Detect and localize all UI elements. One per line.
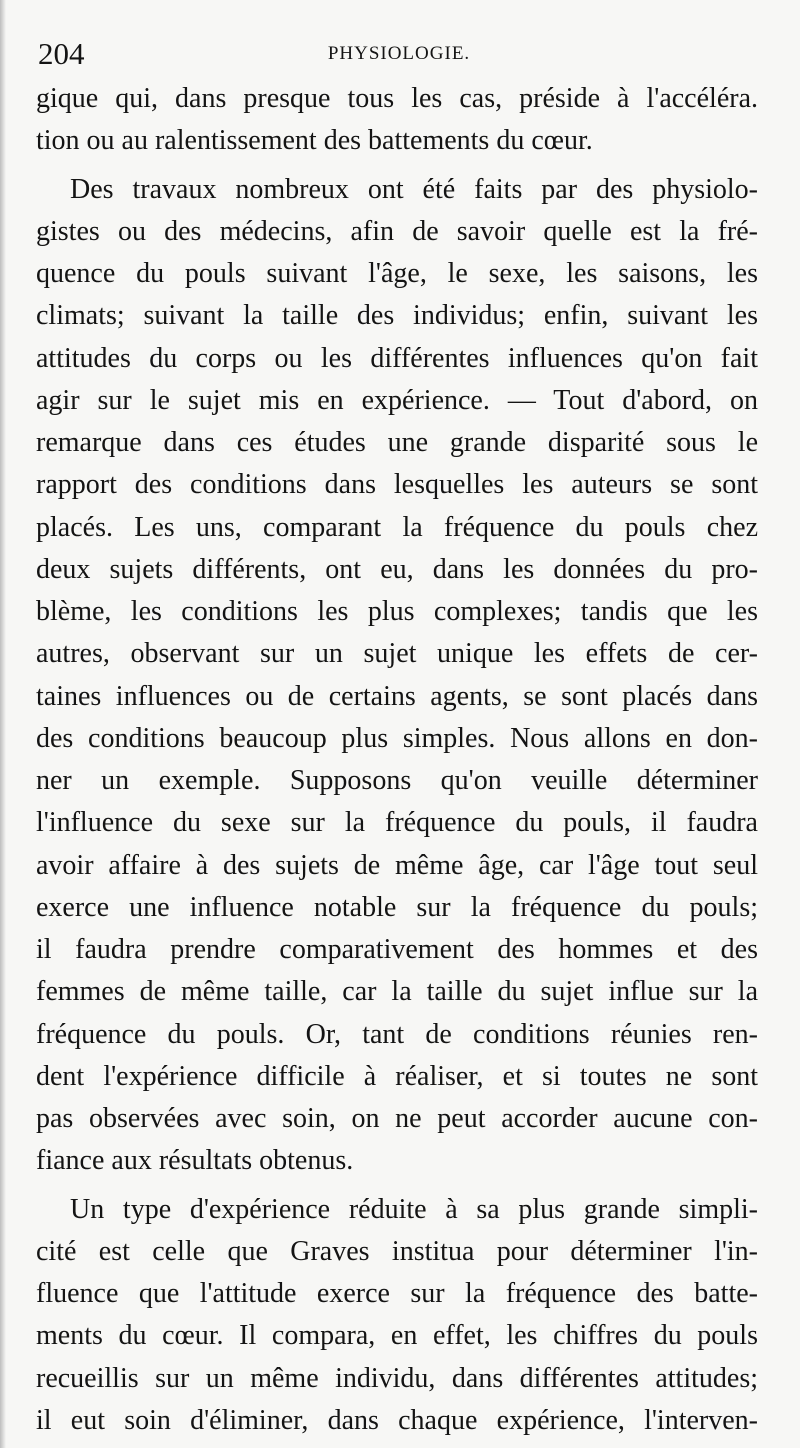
text-line: ments du cœur. Il compara, en effet, les chiffres du pouls [36,1320,758,1352]
text-line: agir sur le sujet mis en expérience. — Tout d'abord, on [36,384,758,416]
page-gutter-shadow [0,0,6,1448]
running-head: PHYSIOLOGIE. [327,43,471,64]
text-line: remarque dans ces études une grande disparité sous le [36,427,758,458]
text-line: Des travaux nombreux ont été faits par des physiolo- [70,173,758,205]
text-line: des conditions beaucoup plus simples. Nous allons en don- [36,722,758,754]
text-line: rapport des conditions dans lesquelles les auteurs se sont [36,469,758,501]
text-line: fiance aux résultats obtenus. [36,1145,354,1177]
text-line: blème, les conditions les plus complexes; tandis que les [36,596,758,627]
text-line: ner un exemple. Supposons qu'on veuille déterminer [36,765,758,796]
paragraph [36,169,758,1183]
text-line: placés. Les uns, comparant la fréquence du pouls chez [36,511,758,543]
page-number: 204 [38,36,85,71]
text-line: fluence que l'attitude exerce sur la fréquence des batte- [36,1278,758,1309]
text-line: il faudra prendre comparativement des hommes et des [36,934,758,965]
text-line: dent l'expérience difficile à réaliser, et si toutes ne sont [36,1060,758,1092]
text-line: autres, observant sur un sujet unique les effets de cer- [36,638,758,670]
paragraph [36,1189,758,1443]
text-line: gique qui, dans presque tous les cas, préside à l'accéléra. [36,83,758,114]
text-line: avoir affaire à des sujets de même âge, car l'âge tout seul [36,849,758,881]
body-text [36,78,758,1442]
text-line: Un type d'expérience réduite à sa plus grande simpli- [70,1193,758,1225]
text-line: deux sujets différents, ont eu, dans les données du pro- [36,553,758,585]
text-line: attitudes du corps ou les différentes influences qu'on fait [36,342,758,374]
text-line: pas observées avec soin, on ne peut accorder aucune con- [36,1103,758,1134]
text-line: cité est celle que Graves institua pour déterminer l'in- [36,1235,758,1267]
text-line: taines influences ou de certains agents, se sont placés dans [36,680,758,712]
text-line: climats; suivant la taille des individus; enfin, suivant les [36,300,758,332]
text-line: il eut soin d'éliminer, dans chaque expérience, l'interven- [36,1404,758,1436]
text-line: exerce une influence notable sur la fréquence du pouls; [36,891,758,923]
text-line: quence du pouls suivant l'âge, le sexe, les saisons, les [36,258,758,289]
text-line: recueillis sur un même individu, dans différentes attitudes; [36,1362,758,1394]
text-line: gistes ou des médecins, afin de savoir quelle est la fré- [36,215,758,247]
text-line: fréquence du pouls. Or, tant de conditions réunies ren- [36,1018,758,1050]
paragraph [36,78,758,163]
text-line: femmes de même taille, car la taille du sujet influe sur la [36,976,758,1008]
page-header [38,34,760,74]
text-line: tion ou au ralentissement des battements du cœur. [36,125,593,157]
text-line: l'influence du sexe sur la fréquence du pouls, il faudra [36,807,758,839]
